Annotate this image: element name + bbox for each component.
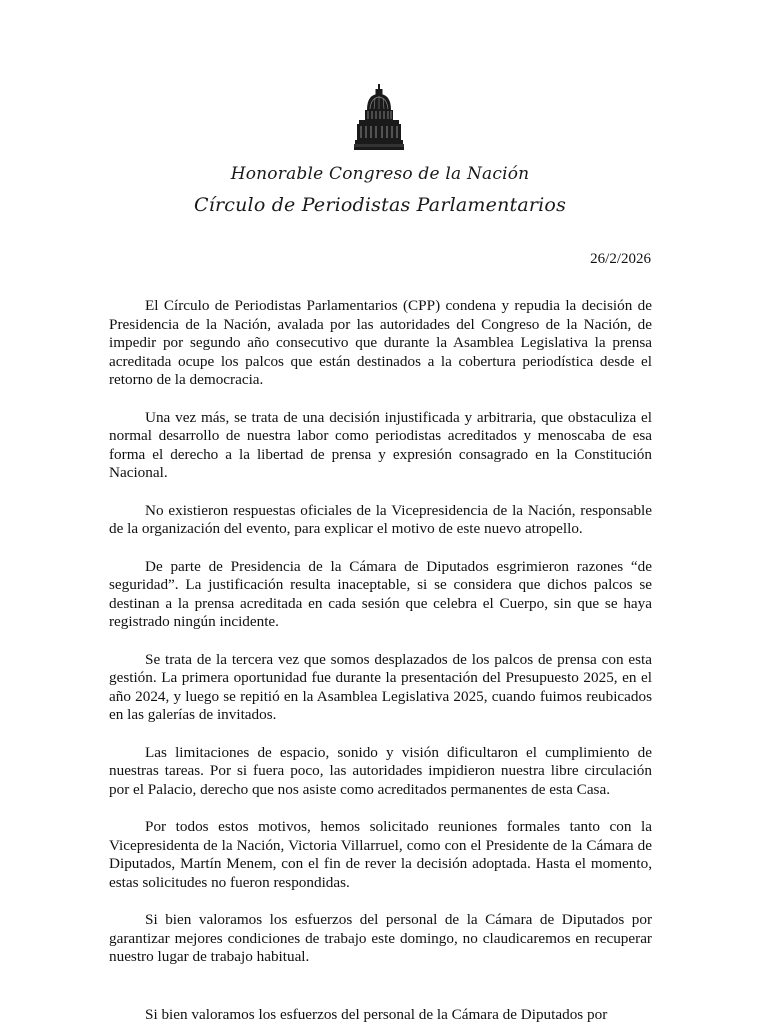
paragraph-6: Las limitaciones de espacio, sonido y visión dificultaron el cumplimiento de nuestras tareas. Por si fuera poco, las autoridades impidieron nuestra libre circulación por el Palacio, derecho que nos asiste como acreditados permanentes de esta Casa. (109, 743, 652, 798)
institution-title: Honorable Congreso de la Nación (230, 164, 530, 184)
document-date: 26/2/2026 (590, 251, 651, 267)
document-body (109, 297, 652, 986)
paragraph-3: No existieron respuestas oficiales de la Vicepresidencia de la Nación, responsable de la organización del evento, para explicar el motivo de este nuevo atropello. (109, 501, 652, 537)
paragraph-7: Por todos estos motivos, hemos solicitado reuniones formales tanto con la Vicepresidenta de la Nación, Victoria Villarruel, como con el Presidente de la Cámara de Diputados, Martín Menem, con el fin de rever la decisión adoptada. Hasta el momento, estas solicitudes no fueron respondidas. (109, 818, 652, 891)
organization-title: Círculo de Periodistas Parlamentarios (193, 194, 567, 216)
paragraph-5: Se trata de la tercera vez que somos desplazados de los palcos de prensa con esta gestión. La primera oportunidad fue durante la presentación del Presupuesto 2025, en el año 2024, y luego se repitió en la Asamblea Legislativa 2025, cuando fuimos reubicados en las galerías de invitados. (109, 650, 652, 723)
congress-building-icon (354, 84, 404, 152)
clipped-bottom-line (109, 1006, 652, 1024)
clipped-bottom-text: Si bien valoramos los esfuerzos del personal de la Cámara de Diputados por (145, 1006, 608, 1023)
paragraph-1: El Círculo de Periodistas Parlamentarios (CPP) condena y repudia la decisión de Presidencia de la Nación, avalada por las autoridades del Congreso de la Nación, de impedir por segundo año consecutivo que durante la Asamblea Legislativa la prensa acreditada ocupe los palcos que están destinados a la cobertura periodística desde el retorno de la democracia. (109, 297, 652, 388)
paragraph-4: De parte de Presidencia de la Cámara de Diputados esgrimieron razones “de seguridad”. La justificación resulta inaceptable, si se considera que dichos palcos se destinan a la prensa acreditada en cada sesión que celebra el Cuerpo, sin que se haya registrado ningún incidente. (109, 557, 652, 630)
paragraph-2: Una vez más, se trata de una decisión injustificada y arbitraria, que obstaculiza el normal desarrollo de nuestra labor como periodistas acreditados y menoscaba de esa forma el derecho a la libertad de prensa y expresión consagrado en la Constitución Nacional. (109, 408, 652, 481)
paragraph-8: Si bien valoramos los esfuerzos del personal de la Cámara de Diputados por garantizar mejores condiciones de trabajo este domingo, no claudicaremos en recuperar nuestro lugar de trabajo habitual. (109, 911, 652, 965)
